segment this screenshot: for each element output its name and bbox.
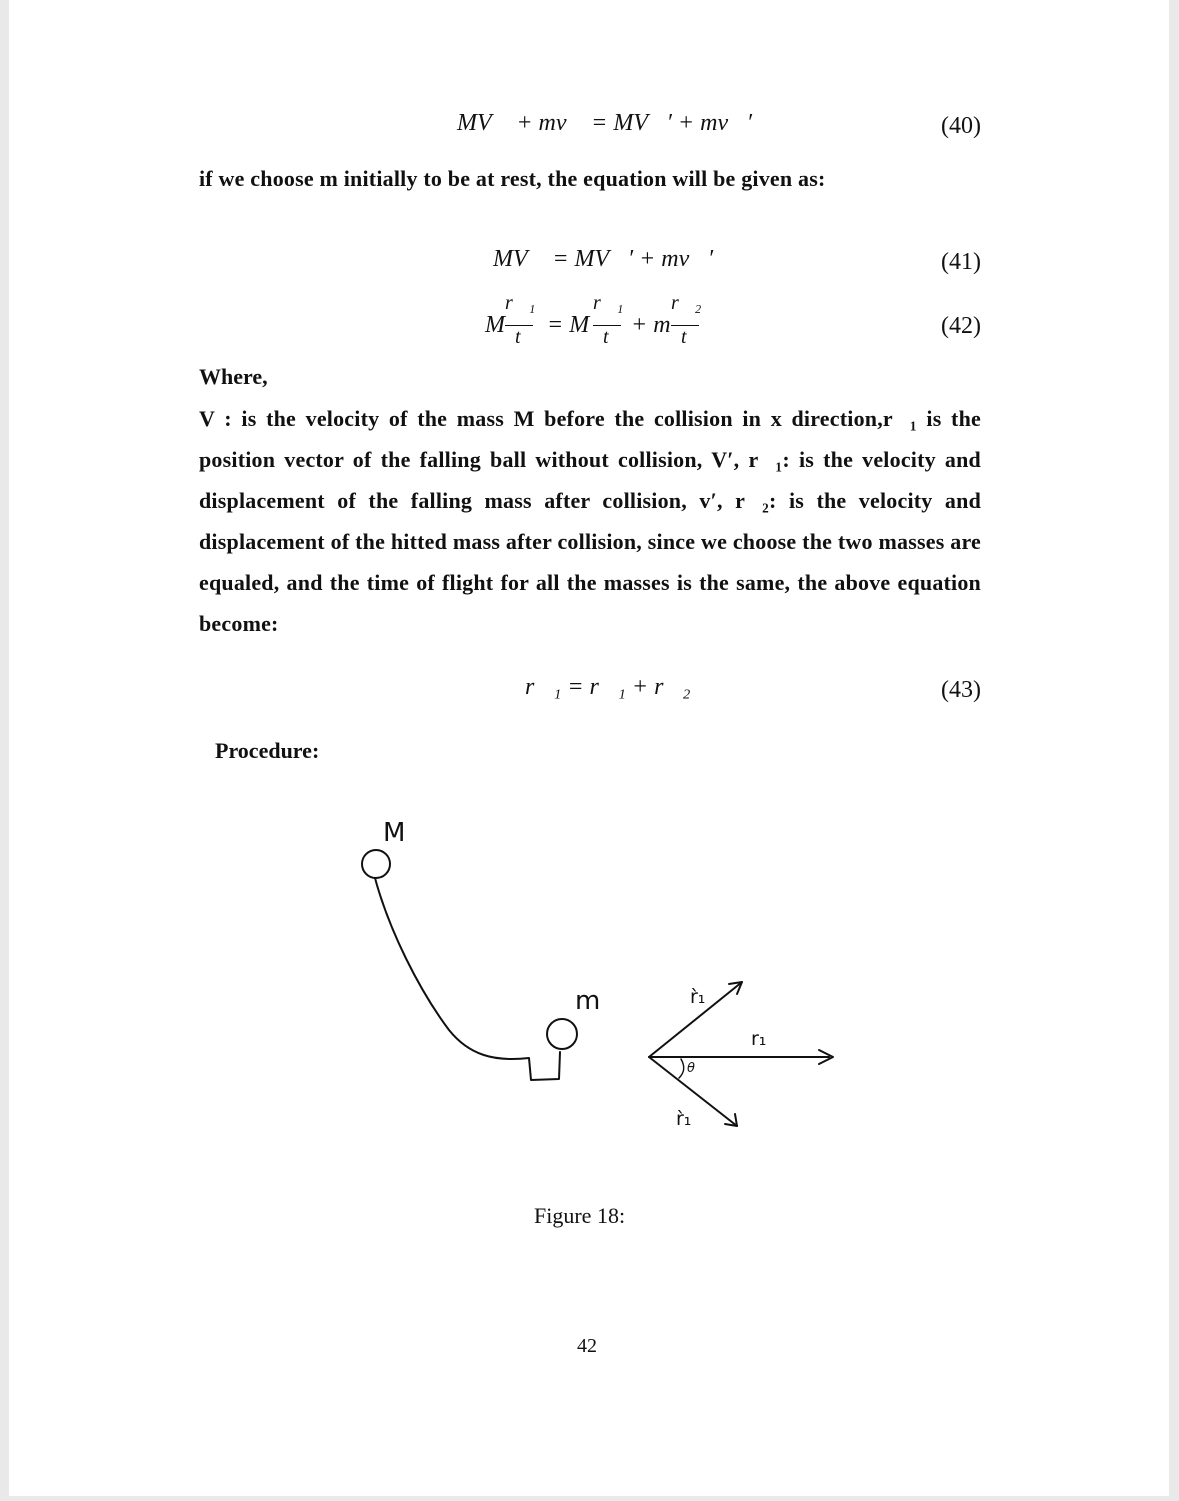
eq42-left-coefficient: M: [485, 312, 505, 338]
equation-41: MV⃗ = MV⃗′ + mv⃗′: [493, 246, 714, 272]
eq42-left-denominator: t: [515, 326, 521, 348]
eq42-right-coefficient: + m: [631, 312, 671, 338]
where-label: Where,: [199, 364, 268, 389]
figure-label-M: M: [383, 818, 406, 848]
equation-43-number: (43): [941, 677, 981, 703]
figure-18-drawing: [9, 0, 1169, 1496]
figure-label-m: m: [575, 986, 601, 1016]
theta-arc: [679, 1059, 684, 1078]
eq42-right-numerator: r⃗₂: [671, 292, 702, 314]
eq42-right-denominator: t: [681, 326, 687, 348]
figure-label-r1-prime-top: r̀₁: [690, 986, 706, 1008]
figure-label-theta: θ: [687, 1061, 695, 1076]
document-page: [9, 0, 1169, 1496]
eq42-left-numerator: r⃗₁: [505, 292, 536, 314]
ramp-track: [375, 878, 560, 1080]
procedure-heading: Procedure:: [215, 738, 320, 763]
page-number: 42: [577, 1335, 597, 1357]
equation-41-number: (41): [941, 249, 981, 275]
figure-label-r1-prime-bottom: r̀₁: [676, 1108, 692, 1130]
intro-text: if we choose m initially to be at rest, the equation will be given as:: [199, 166, 826, 191]
equation-42-number: (42): [941, 313, 981, 339]
mass-m-ball: [547, 1019, 577, 1049]
figure-caption: Figure 18:: [534, 1203, 626, 1228]
eq42-middle-numerator: r⃗₁: [593, 292, 624, 314]
figure-label-r1: r₁: [751, 1028, 767, 1050]
mass-M-ball: [362, 850, 390, 878]
equation-40-number: (40): [941, 113, 981, 139]
definitions-paragraph: V : is the velocity of the mass M before the collision in x direction,r⃗₁ is the position vector of the falling ball without collision, V′, r⃗₁: is the velocity and displacement of the falling mass after collision, v′, r⃗₂: is the velocity and displacement of the hitted mass after collision, since we choose the two masses are equaled, and the time of flight for all the masses is the same, the above equation become:: [199, 406, 981, 636]
eq42-middle-coefficient: = M: [547, 312, 590, 338]
equation-40: MV⃗ + mv⃗ = MV⃗′ + mv⃗′: [457, 110, 753, 136]
eq42-middle-denominator: t: [603, 326, 609, 348]
equation-43: r⃗₁ = r⃗₁ + r⃗₂: [525, 674, 691, 700]
